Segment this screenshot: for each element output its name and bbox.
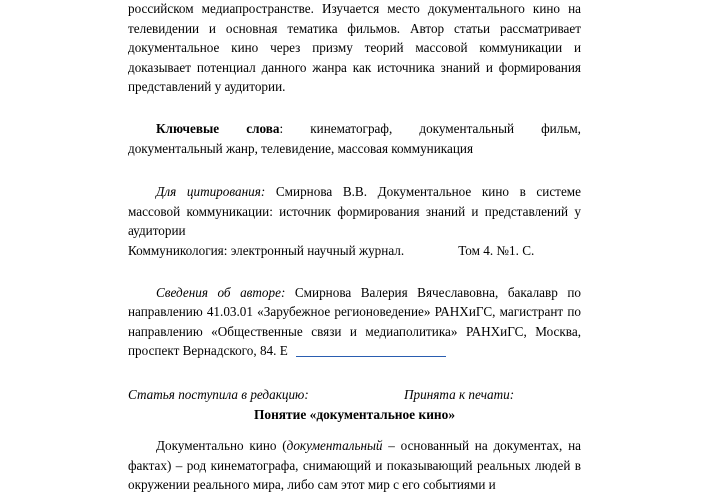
- keywords-label: Ключевые слова: [156, 120, 280, 136]
- body-paragraph: [128, 436, 581, 495]
- citation-volume: Том 4. №1. С.: [458, 242, 535, 258]
- citation-label: Для цитирования:: [156, 184, 266, 200]
- submission-dates-row: [128, 385, 581, 405]
- citation-journal-line: [128, 241, 581, 261]
- keywords-paragraph: [128, 119, 581, 158]
- received-label: Статья поступила в редакцию:: [128, 386, 309, 402]
- citation-paragraph: [128, 182, 581, 241]
- author-info-label: Сведения об авторе:: [156, 284, 286, 300]
- author-info-text: Смирнова Валерия Вячеславовна, бакалавр по направлению 41.03.01 «Зарубежное регионоведение» РАНХиГС, магистрант по направлению «Общественные связи и медиаполитика» РАНХиГС, Москва, проспект Вернадского, 84. Е: [128, 284, 581, 359]
- email-redaction-line: [296, 344, 446, 357]
- citation-journal: Коммуникология: электронный научный журнал.: [128, 242, 405, 258]
- abstract-paragraph: российском медиапространстве. Изучается место документального кино на телевидении и основная тематика фильмов. Автор статьи рассматривает документальное кино через призму теорий массовой коммуникации и доказывает потенциал данного жанра как источника знаний и формирования представлений у аудитории.: [128, 1, 581, 95]
- body-paragraph-rest: – основанный на документах, на фактах) – род кинематографа, снимающий и показывающий реальных людей в окружении реального мира, либо сам этот мир с его событиями и: [128, 438, 581, 493]
- citation-text: Смирнова В.В. Документальное кино в системе массовой коммуникации: источник формирования знаний и представлений у аудитории: [128, 184, 581, 239]
- accepted-label: Принята к печати:: [404, 386, 515, 402]
- body-paragraph-italic-term: документальный: [286, 438, 383, 454]
- body-paragraph-start: Документально кино (: [156, 438, 287, 454]
- keywords-text: : кинематограф, документальный фильм, документальный жанр, телевидение, массовая коммуникация: [128, 120, 581, 156]
- section-heading: Понятие «документальное кино»: [253, 406, 456, 422]
- author-info-paragraph: [128, 283, 581, 361]
